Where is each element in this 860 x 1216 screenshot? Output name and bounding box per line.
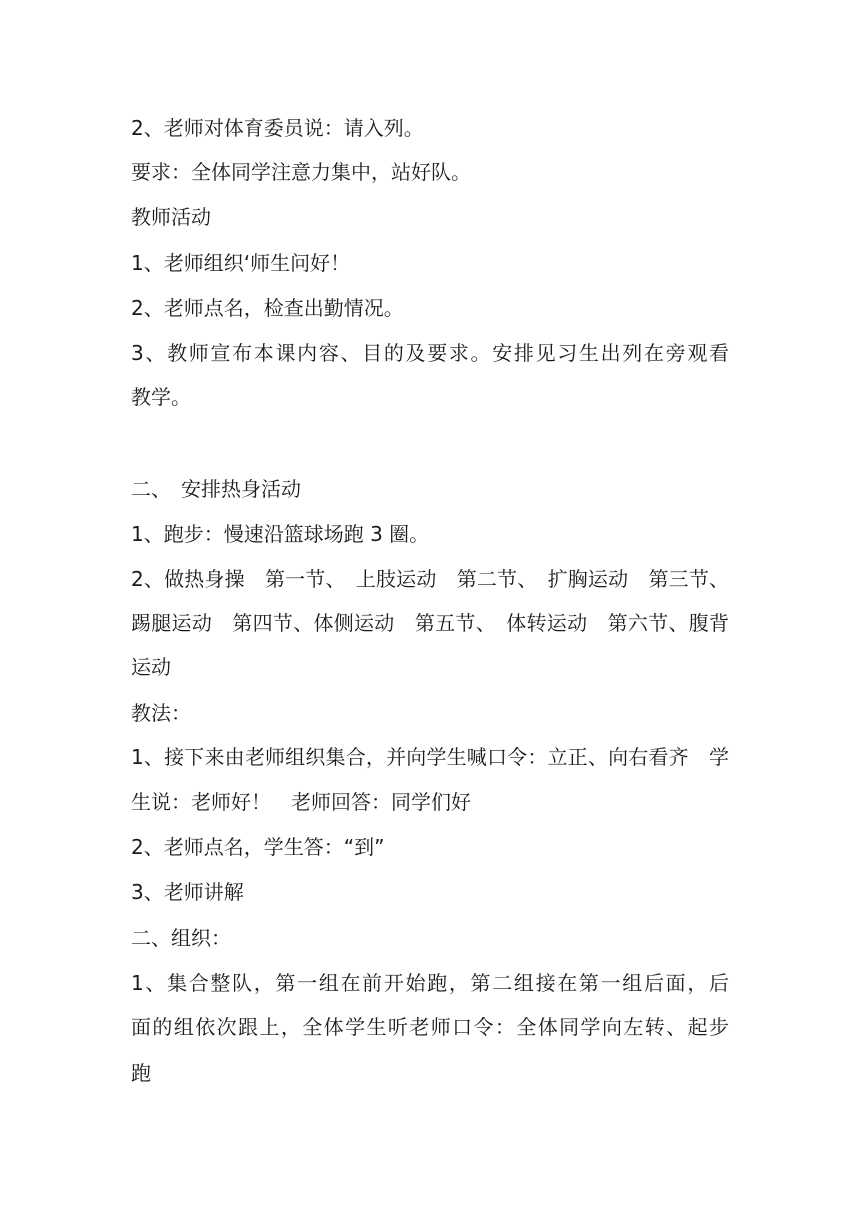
text-line-9: 1、跑步：慢速沿篮球场跑 3 圈。 (131, 522, 430, 546)
text-line-19: 1、集合整队，第一组在前开始跑，第二组接在第一组后面，后 (131, 971, 729, 995)
text-line-16: 2、老师点名，学生答：“到” (131, 835, 385, 859)
text-line-21: 跑 (131, 1061, 151, 1085)
text-line-20: 面的组依次跟上，全体学生听老师口令：全体同学向左转、起步 (131, 1015, 729, 1039)
text-line-14: 1、接下来由老师组织集合，并向学生喊口令：立正、向右看齐 学 (131, 745, 729, 769)
section-heading-warmup: 二、 安排热身活动 (131, 477, 301, 501)
text-line-1: 2、老师对体育委员说：请入列。 (131, 116, 424, 140)
text-line-4: 1、老师组织‘师生问好！ (131, 251, 351, 275)
text-line-17: 3、老师讲解 (131, 880, 244, 904)
text-line-2: 要求：全体同学注意力集中，站好队。 (131, 160, 471, 184)
text-line-3: 教师活动 (131, 205, 211, 229)
text-line-5: 2、老师点名，检查出勤情况。 (131, 296, 404, 320)
text-line-12: 运动 (131, 655, 171, 679)
text-line-6: 3、教师宣布本课内容、目的及要求。安排见习生出列在旁观看 (131, 341, 729, 365)
text-line-7: 教学。 (131, 385, 191, 409)
text-line-15: 生说：老师好！ 老师回答：同学们好 (131, 790, 471, 814)
text-line-11: 踢腿运动 第四节、体侧运动 第五节、 体转运动 第六节、腹背 (131, 611, 729, 635)
section-heading-organize: 二、组织： (131, 926, 231, 950)
text-line-13: 教法： (131, 701, 191, 725)
text-line-10: 2、做热身操 第一节、 上肢运动 第二节、 扩胸运动 第三节、 (131, 567, 729, 591)
